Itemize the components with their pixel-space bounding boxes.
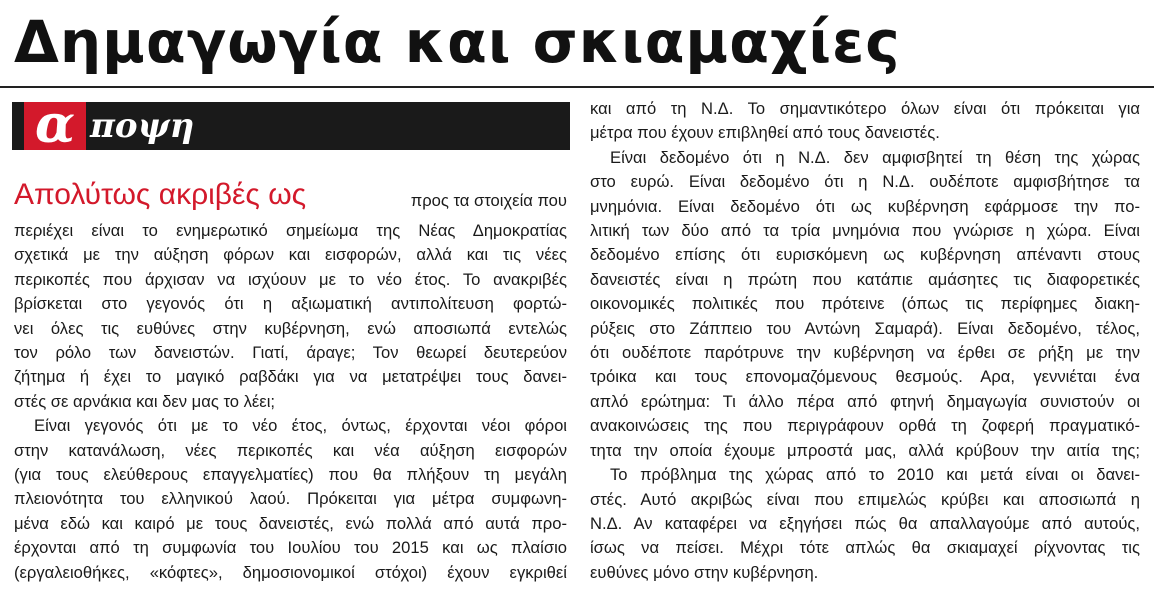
text-line: (εργαλειοθήκες, «κόφτες», δημοσιονομικοί στόχοι) έχουν εγκριθεί — [14, 562, 567, 582]
text-line: νει όλες τις ευθύνες στην κυβέρνηση, ενώ αποσιωπά εντελώς — [14, 318, 567, 338]
section-banner — [12, 102, 570, 150]
text-line: ίσως να πείσει. Μέχρι τότε απλώς θα σκιαμαχεί ρίχνοντας τις — [590, 538, 1140, 558]
text-line: ευθύνες μόνο στην κυβέρνηση. — [590, 562, 819, 582]
text-line: τρόικα και τους επονομαζόμενους θεσμούς. Αρα, γεννιέται ένα — [590, 367, 1140, 387]
text-line: δανειστές είναι η πρώτη που κατάπιε αμάσητες τις διαφορετικές — [590, 269, 1140, 289]
text-line: απλό ερώτημα: Τι άλλο πέρα από φτηνή δημαγωγία συνιστούν οι — [590, 391, 1140, 411]
text-line: λιτική των δύο από τα τρία μνημόνια που γνώρισε η χώρα. Είναι — [590, 221, 1140, 241]
text-line: Ν.Δ. Αν καταφέρει να εξηγήσει πώς θα απαλλαγούμε από αυτούς, — [590, 513, 1140, 533]
lead-continuation: προς τα στοιχεία που — [410, 191, 567, 210]
text-line: ζήτημα ή έχει το μαγικό ραβδάκι για να μετατρέψει τους δανει- — [14, 367, 567, 387]
text-line: οικονομικές πολιτικές που πρότεινε (όπως τις περίφημες διακη- — [590, 294, 1140, 314]
lead-highlight: Απολύτως ακριβές ως — [14, 178, 307, 211]
text-line: έρχονται από τη συμφωνία του Ιουλίου του 2015 και ως πλαίσιο — [14, 538, 567, 558]
text-line: τητα την οποία έχουμε μπροστά μας, αλλά κρύβουν την αιτία της; — [590, 440, 1140, 460]
text-line: στην κατανάλωση, νέες περικοπές και νέα αύξηση εισφορών — [14, 440, 567, 460]
right-column-body — [590, 97, 1140, 585]
text-line: βρίσκεται στο γεγονός ότι η αξιωματική αντιπολίτευση φορτώ- — [14, 294, 567, 314]
lead-line — [14, 178, 567, 219]
text-line: μνημόνια. Είναι δεδομένο ότι ως κυβέρνηση εφάρμοσε την πο- — [590, 196, 1140, 216]
text-line: στο ευρώ. Είναι δεδομένο ότι η Ν.Δ. ουδέποτε αμφισβήτησε τα — [590, 172, 1140, 192]
text-line: ότι ουδέποτε παρότρυνε την κυβέρνηση να έρθει σε ρήξη με την — [590, 343, 1140, 363]
text-line: στές σε αρνάκια και δεν μας το λέει; — [14, 391, 275, 411]
text-line: Το πρόβλημα της χώρας από το 2010 και μετά είναι οι δανει- — [610, 465, 1140, 485]
text-line: ανακοινώσεις της που περιγράφουν ορθά τη ζοφερή πραγματικό- — [590, 416, 1140, 436]
text-line: τον ρόλο των δανειστών. Γιατί, άραγε; Τον θεωρεί δευτερεύον — [14, 343, 567, 363]
text-line: σχετικά με την αύξηση φόρων και εισφορών, αλλά και τις νέες — [14, 245, 567, 265]
text-line: περικοπές που άρχισαν να ισχύουν με το νέο έτος. Το ανακριβές — [14, 269, 567, 289]
banner-label: ποψη — [90, 106, 195, 146]
text-line: μέτρα που έχουν επιβληθεί από τους δανειστές. — [590, 123, 940, 143]
text-line: στές. Αυτό ακριβώς είναι που επιμελώς κρύβει και αποσιωπά η — [590, 489, 1140, 509]
text-line: Είναι γεγονός ότι με το νέο έτος, όντως, έρχονται νέοι φόροι — [34, 416, 567, 436]
text-line: και από τη Ν.Δ. Το σημαντικότερο όλων είναι ότι πρόκειται για — [590, 99, 1140, 118]
text-line: περιέχει είναι το ενημερωτικό σημείωμα της Νέας Δημοκρατίας — [14, 221, 567, 240]
banner-initial-box — [24, 102, 86, 150]
text-line: ρύξεις στο Ζάππειο του Αντώνη Σαμαρά). Είναι δεδομένο, τέλος, — [590, 318, 1140, 338]
article-headline: Δημαγωγία και σκιαμαχίες — [14, 8, 901, 76]
banner-initial-letter: α — [34, 102, 75, 150]
text-line: Είναι δεδομένο ότι η Ν.Δ. δεν αμφισβητεί τη θέση της χώρας — [610, 147, 1140, 167]
left-column-body — [14, 219, 567, 585]
top-divider — [0, 86, 1154, 88]
text-line: δεδομένο επίσης ότι ευρισκόμενη ως κυβέρνηση απέναντι στους — [590, 245, 1140, 265]
text-line: πλειονότητα του ελληνικού λαού. Πρόκειται για μέτρα συμφωνη- — [14, 489, 567, 509]
text-line: μένα εδώ και καιρό με τους δανειστές, ενώ πολλά από αυτά προ- — [14, 513, 567, 533]
text-line: (για τους ελεύθερους επαγγελματίες) που θα πλήξουν τη μεγάλη — [14, 465, 567, 485]
article-column-right — [590, 97, 1140, 585]
article-column-left — [14, 178, 567, 585]
